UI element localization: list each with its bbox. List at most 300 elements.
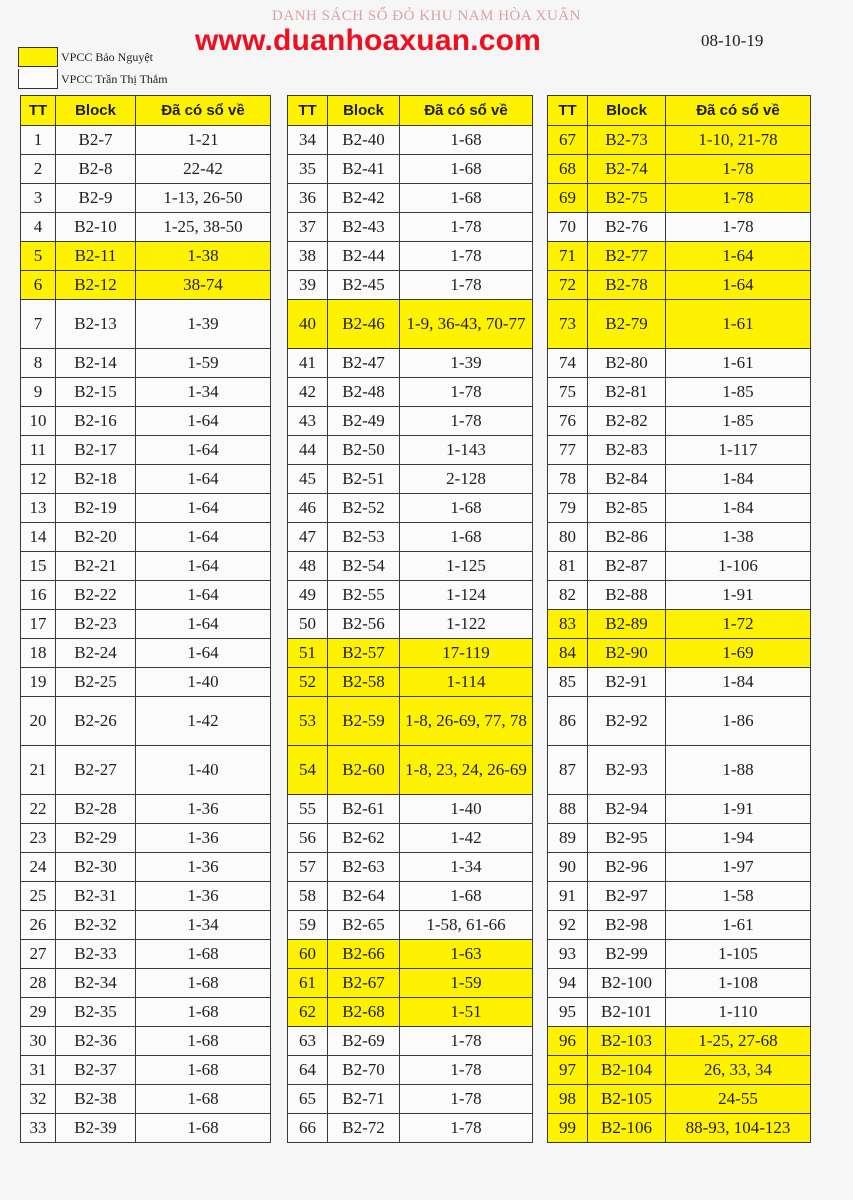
legend-label: VPCC Trần Thị Thắm bbox=[61, 71, 168, 86]
range-cell: 1-78 bbox=[666, 155, 811, 184]
range-cell: 1-91 bbox=[666, 581, 811, 610]
row-number: 61 bbox=[288, 969, 328, 998]
table-row bbox=[548, 697, 811, 746]
table-row bbox=[288, 581, 533, 610]
row-number: 55 bbox=[288, 795, 328, 824]
row-number: 99 bbox=[548, 1114, 588, 1143]
block-code: B2-61 bbox=[328, 795, 400, 824]
range-cell: 1-61 bbox=[666, 911, 811, 940]
block-code: B2-79 bbox=[588, 300, 666, 349]
row-number: 67 bbox=[548, 126, 588, 155]
range-cell: 1-61 bbox=[666, 349, 811, 378]
block-code: B2-58 bbox=[328, 668, 400, 697]
block-code: B2-27 bbox=[56, 746, 136, 795]
block-code: B2-93 bbox=[588, 746, 666, 795]
table-row bbox=[548, 639, 811, 668]
table-row bbox=[21, 668, 271, 697]
block-code: B2-16 bbox=[56, 407, 136, 436]
table-row bbox=[21, 436, 271, 465]
block-code: B2-83 bbox=[588, 436, 666, 465]
legend-label: VPCC Bảo Nguyệt bbox=[61, 49, 154, 64]
range-cell: 1-78 bbox=[400, 242, 533, 271]
range-cell: 1-68 bbox=[400, 523, 533, 552]
row-number: 23 bbox=[21, 824, 56, 853]
block-code: B2-52 bbox=[328, 494, 400, 523]
range-cell: 1-78 bbox=[400, 1114, 533, 1143]
block-code: B2-105 bbox=[588, 1085, 666, 1114]
table-row bbox=[21, 697, 271, 746]
row-number: 71 bbox=[548, 242, 588, 271]
block-table-3 bbox=[547, 95, 811, 1143]
block-code: B2-51 bbox=[328, 465, 400, 494]
row-number: 24 bbox=[21, 853, 56, 882]
range-cell: 1-68 bbox=[400, 184, 533, 213]
range-cell: 1-64 bbox=[666, 242, 811, 271]
row-number: 97 bbox=[548, 1056, 588, 1085]
block-code: B2-103 bbox=[588, 1027, 666, 1056]
row-number: 8 bbox=[21, 349, 56, 378]
block-header: Block bbox=[56, 96, 136, 126]
row-number: 84 bbox=[548, 639, 588, 668]
range-cell: 1-64 bbox=[136, 465, 271, 494]
row-number: 51 bbox=[288, 639, 328, 668]
block-code: B2-84 bbox=[588, 465, 666, 494]
block-code: B2-44 bbox=[328, 242, 400, 271]
block-code: B2-70 bbox=[328, 1056, 400, 1085]
range-cell: 1-40 bbox=[136, 668, 271, 697]
range-cell: 1-68 bbox=[400, 882, 533, 911]
block-header: Block bbox=[328, 96, 400, 126]
range-cell: 1-78 bbox=[400, 378, 533, 407]
table-row bbox=[548, 378, 811, 407]
row-number: 30 bbox=[21, 1027, 56, 1056]
row-number: 75 bbox=[548, 378, 588, 407]
row-number: 62 bbox=[288, 998, 328, 1027]
block-code: B2-89 bbox=[588, 610, 666, 639]
row-number: 45 bbox=[288, 465, 328, 494]
legend-swatch-yellow bbox=[18, 47, 58, 67]
table-row bbox=[21, 126, 271, 155]
range-cell: 1-64 bbox=[136, 494, 271, 523]
range-cell: 1-91 bbox=[666, 795, 811, 824]
block-code: B2-42 bbox=[328, 184, 400, 213]
table-row bbox=[21, 242, 271, 271]
range-cell: 1-84 bbox=[666, 668, 811, 697]
block-code: B2-81 bbox=[588, 378, 666, 407]
row-number: 86 bbox=[548, 697, 588, 746]
row-number: 63 bbox=[288, 1027, 328, 1056]
table-row bbox=[548, 668, 811, 697]
range-cell: 1-68 bbox=[400, 126, 533, 155]
range-cell: 1-114 bbox=[400, 668, 533, 697]
row-number: 17 bbox=[21, 610, 56, 639]
block-code: B2-56 bbox=[328, 610, 400, 639]
range-cell: 1-97 bbox=[666, 853, 811, 882]
table-row bbox=[548, 300, 811, 349]
row-number: 10 bbox=[21, 407, 56, 436]
block-code: B2-68 bbox=[328, 998, 400, 1027]
table-row bbox=[548, 465, 811, 494]
range-cell: 1-105 bbox=[666, 940, 811, 969]
table-row bbox=[21, 581, 271, 610]
table-row bbox=[548, 242, 811, 271]
range-cell: 1-78 bbox=[400, 1056, 533, 1085]
row-number: 59 bbox=[288, 911, 328, 940]
block-code: B2-21 bbox=[56, 552, 136, 581]
block-code: B2-78 bbox=[588, 271, 666, 300]
block-code: B2-99 bbox=[588, 940, 666, 969]
range-cell: 1-39 bbox=[400, 349, 533, 378]
table-row bbox=[548, 1085, 811, 1114]
table-row bbox=[21, 407, 271, 436]
range-cell: 1-34 bbox=[136, 911, 271, 940]
range-cell: 1-34 bbox=[400, 853, 533, 882]
range-cell: 1-40 bbox=[136, 746, 271, 795]
row-number: 81 bbox=[548, 552, 588, 581]
row-number: 36 bbox=[288, 184, 328, 213]
block-code: B2-35 bbox=[56, 998, 136, 1027]
range-cell: 88-93, 104-123 bbox=[666, 1114, 811, 1143]
block-code: B2-88 bbox=[588, 581, 666, 610]
table-row bbox=[21, 184, 271, 213]
row-number: 77 bbox=[548, 436, 588, 465]
row-number: 66 bbox=[288, 1114, 328, 1143]
block-code: B2-15 bbox=[56, 378, 136, 407]
table-row bbox=[548, 824, 811, 853]
table-row bbox=[21, 1056, 271, 1085]
block-code: B2-62 bbox=[328, 824, 400, 853]
range-cell: 1-68 bbox=[136, 1056, 271, 1085]
block-code: B2-94 bbox=[588, 795, 666, 824]
row-number: 46 bbox=[288, 494, 328, 523]
row-number: 21 bbox=[21, 746, 56, 795]
row-number: 91 bbox=[548, 882, 588, 911]
block-code: B2-106 bbox=[588, 1114, 666, 1143]
table-row bbox=[288, 242, 533, 271]
range-cell: 1-78 bbox=[666, 184, 811, 213]
table-row bbox=[21, 523, 271, 552]
block-code: B2-30 bbox=[56, 853, 136, 882]
row-number: 76 bbox=[548, 407, 588, 436]
block-code: B2-95 bbox=[588, 824, 666, 853]
table-header-row bbox=[288, 96, 533, 126]
range-cell: 26, 33, 34 bbox=[666, 1056, 811, 1085]
table-row bbox=[288, 1085, 533, 1114]
table-row bbox=[288, 911, 533, 940]
block-code: B2-63 bbox=[328, 853, 400, 882]
range-cell: 1-38 bbox=[136, 242, 271, 271]
range-cell: 1-68 bbox=[400, 494, 533, 523]
table-row bbox=[548, 998, 811, 1027]
range-cell: 2-128 bbox=[400, 465, 533, 494]
range-cell: 1-58, 61-66 bbox=[400, 911, 533, 940]
table-row bbox=[21, 1085, 271, 1114]
table-row bbox=[21, 998, 271, 1027]
block-code: B2-104 bbox=[588, 1056, 666, 1085]
row-number: 82 bbox=[548, 581, 588, 610]
row-number: 38 bbox=[288, 242, 328, 271]
range-cell: 1-8, 23, 24, 26-69 bbox=[400, 746, 533, 795]
row-number: 69 bbox=[548, 184, 588, 213]
row-number: 93 bbox=[548, 940, 588, 969]
table-row bbox=[288, 853, 533, 882]
range-cell: 1-61 bbox=[666, 300, 811, 349]
block-code: B2-34 bbox=[56, 969, 136, 998]
table-row bbox=[288, 882, 533, 911]
range-cell: 1-143 bbox=[400, 436, 533, 465]
range-cell: 1-117 bbox=[666, 436, 811, 465]
range-cell: 1-36 bbox=[136, 824, 271, 853]
row-number: 31 bbox=[21, 1056, 56, 1085]
block-table-2 bbox=[287, 95, 533, 1143]
block-code: B2-80 bbox=[588, 349, 666, 378]
row-number: 35 bbox=[288, 155, 328, 184]
range-cell: 1-8, 26-69, 77, 78 bbox=[400, 697, 533, 746]
table-row bbox=[21, 911, 271, 940]
table-row bbox=[548, 940, 811, 969]
table-row bbox=[548, 184, 811, 213]
block-code: B2-41 bbox=[328, 155, 400, 184]
block-table-1 bbox=[20, 95, 271, 1143]
table-row bbox=[288, 271, 533, 300]
range-cell: 1-86 bbox=[666, 697, 811, 746]
row-number: 70 bbox=[548, 213, 588, 242]
range-cell: 1-36 bbox=[136, 795, 271, 824]
block-code: B2-19 bbox=[56, 494, 136, 523]
table-row bbox=[548, 523, 811, 552]
legend-item-highlighted bbox=[18, 46, 168, 68]
row-number: 56 bbox=[288, 824, 328, 853]
block-code: B2-69 bbox=[328, 1027, 400, 1056]
range-cell: 24-55 bbox=[666, 1085, 811, 1114]
table-row bbox=[21, 378, 271, 407]
block-code: B2-82 bbox=[588, 407, 666, 436]
block-code: B2-39 bbox=[56, 1114, 136, 1143]
row-number: 60 bbox=[288, 940, 328, 969]
legend-swatch-white bbox=[18, 69, 58, 89]
range-cell: 1-34 bbox=[136, 378, 271, 407]
range-cell: 1-40 bbox=[400, 795, 533, 824]
block-code: B2-71 bbox=[328, 1085, 400, 1114]
table-row bbox=[21, 610, 271, 639]
row-number: 64 bbox=[288, 1056, 328, 1085]
table-row bbox=[21, 155, 271, 184]
range-cell: 1-85 bbox=[666, 378, 811, 407]
range-cell: 1-59 bbox=[136, 349, 271, 378]
range-cell: 1-39 bbox=[136, 300, 271, 349]
row-number: 39 bbox=[288, 271, 328, 300]
range-header: Đã có sổ về bbox=[400, 96, 533, 126]
table-row bbox=[548, 853, 811, 882]
table-row bbox=[288, 378, 533, 407]
table-row bbox=[288, 407, 533, 436]
row-number: 52 bbox=[288, 668, 328, 697]
range-cell: 1-110 bbox=[666, 998, 811, 1027]
row-number: 90 bbox=[548, 853, 588, 882]
row-number: 1 bbox=[21, 126, 56, 155]
row-number: 37 bbox=[288, 213, 328, 242]
table-row bbox=[548, 610, 811, 639]
range-cell: 1-78 bbox=[400, 213, 533, 242]
block-code: B2-55 bbox=[328, 581, 400, 610]
range-cell: 1-78 bbox=[400, 1027, 533, 1056]
row-number: 20 bbox=[21, 697, 56, 746]
range-cell: 1-106 bbox=[666, 552, 811, 581]
range-cell: 1-25, 27-68 bbox=[666, 1027, 811, 1056]
table-header-row bbox=[21, 96, 271, 126]
table-row bbox=[21, 824, 271, 853]
block-code: B2-33 bbox=[56, 940, 136, 969]
row-number: 53 bbox=[288, 697, 328, 746]
table-row bbox=[21, 465, 271, 494]
block-code: B2-23 bbox=[56, 610, 136, 639]
row-number: 7 bbox=[21, 300, 56, 349]
block-code: B2-9 bbox=[56, 184, 136, 213]
row-number: 40 bbox=[288, 300, 328, 349]
row-number: 58 bbox=[288, 882, 328, 911]
block-code: B2-32 bbox=[56, 911, 136, 940]
table-row bbox=[21, 1027, 271, 1056]
block-code: B2-59 bbox=[328, 697, 400, 746]
table-row bbox=[288, 697, 533, 746]
block-code: B2-91 bbox=[588, 668, 666, 697]
block-code: B2-48 bbox=[328, 378, 400, 407]
row-number: 74 bbox=[548, 349, 588, 378]
range-cell: 1-51 bbox=[400, 998, 533, 1027]
table-row bbox=[288, 639, 533, 668]
table-row bbox=[548, 126, 811, 155]
block-code: B2-65 bbox=[328, 911, 400, 940]
row-number: 83 bbox=[548, 610, 588, 639]
range-cell: 1-72 bbox=[666, 610, 811, 639]
range-cell: 1-58 bbox=[666, 882, 811, 911]
table-row bbox=[21, 494, 271, 523]
block-code: B2-37 bbox=[56, 1056, 136, 1085]
range-cell: 1-64 bbox=[666, 271, 811, 300]
range-cell: 38-74 bbox=[136, 271, 271, 300]
table-row bbox=[548, 911, 811, 940]
table-row bbox=[288, 940, 533, 969]
block-code: B2-28 bbox=[56, 795, 136, 824]
range-cell: 1-63 bbox=[400, 940, 533, 969]
range-cell: 1-64 bbox=[136, 552, 271, 581]
block-code: B2-67 bbox=[328, 969, 400, 998]
row-number: 25 bbox=[21, 882, 56, 911]
table-row bbox=[288, 1056, 533, 1085]
block-code: B2-75 bbox=[588, 184, 666, 213]
table-header-row bbox=[548, 96, 811, 126]
block-code: B2-86 bbox=[588, 523, 666, 552]
row-number: 3 bbox=[21, 184, 56, 213]
legend-item-plain bbox=[18, 68, 168, 90]
range-cell: 17-119 bbox=[400, 639, 533, 668]
row-number: 98 bbox=[548, 1085, 588, 1114]
range-cell: 1-88 bbox=[666, 746, 811, 795]
table-row bbox=[288, 126, 533, 155]
block-code: B2-31 bbox=[56, 882, 136, 911]
row-number: 9 bbox=[21, 378, 56, 407]
row-number: 6 bbox=[21, 271, 56, 300]
row-number: 48 bbox=[288, 552, 328, 581]
row-number: 80 bbox=[548, 523, 588, 552]
range-cell: 1-25, 38-50 bbox=[136, 213, 271, 242]
range-cell: 1-68 bbox=[136, 1085, 271, 1114]
block-code: B2-57 bbox=[328, 639, 400, 668]
block-code: B2-25 bbox=[56, 668, 136, 697]
row-number: 95 bbox=[548, 998, 588, 1027]
row-number: 41 bbox=[288, 349, 328, 378]
row-number: 5 bbox=[21, 242, 56, 271]
table-row bbox=[548, 969, 811, 998]
row-number: 65 bbox=[288, 1085, 328, 1114]
block-code: B2-46 bbox=[328, 300, 400, 349]
range-cell: 1-64 bbox=[136, 407, 271, 436]
table-row bbox=[288, 155, 533, 184]
row-number: 78 bbox=[548, 465, 588, 494]
block-code: B2-43 bbox=[328, 213, 400, 242]
block-code: B2-13 bbox=[56, 300, 136, 349]
table-row bbox=[288, 552, 533, 581]
row-number: 12 bbox=[21, 465, 56, 494]
range-cell: 1-42 bbox=[136, 697, 271, 746]
document-date: 08-10-19 bbox=[701, 31, 764, 50]
table-row bbox=[548, 581, 811, 610]
range-cell: 1-124 bbox=[400, 581, 533, 610]
table-row bbox=[548, 552, 811, 581]
range-cell: 1-108 bbox=[666, 969, 811, 998]
block-code: B2-11 bbox=[56, 242, 136, 271]
table-row bbox=[548, 213, 811, 242]
row-number: 68 bbox=[548, 155, 588, 184]
row-number: 49 bbox=[288, 581, 328, 610]
range-cell: 1-42 bbox=[400, 824, 533, 853]
block-code: B2-14 bbox=[56, 349, 136, 378]
range-cell: 1-78 bbox=[666, 213, 811, 242]
tt-header: TT bbox=[288, 96, 328, 126]
row-number: 94 bbox=[548, 969, 588, 998]
block-code: B2-87 bbox=[588, 552, 666, 581]
tt-header: TT bbox=[21, 96, 56, 126]
table-row bbox=[548, 746, 811, 795]
table-row bbox=[548, 349, 811, 378]
table-row bbox=[21, 746, 271, 795]
block-code: B2-76 bbox=[588, 213, 666, 242]
block-code: B2-8 bbox=[56, 155, 136, 184]
table-row bbox=[21, 940, 271, 969]
range-cell: 1-68 bbox=[136, 1027, 271, 1056]
table-row bbox=[288, 213, 533, 242]
range-cell: 1-68 bbox=[400, 155, 533, 184]
range-cell: 1-68 bbox=[136, 940, 271, 969]
table-row bbox=[288, 436, 533, 465]
block-code: B2-26 bbox=[56, 697, 136, 746]
range-cell: 1-94 bbox=[666, 824, 811, 853]
row-number: 57 bbox=[288, 853, 328, 882]
range-cell: 1-125 bbox=[400, 552, 533, 581]
table-row bbox=[21, 349, 271, 378]
table-row bbox=[288, 795, 533, 824]
table-row bbox=[21, 853, 271, 882]
block-code: B2-90 bbox=[588, 639, 666, 668]
table-row bbox=[548, 1114, 811, 1143]
row-number: 88 bbox=[548, 795, 588, 824]
block-code: B2-96 bbox=[588, 853, 666, 882]
row-number: 18 bbox=[21, 639, 56, 668]
block-code: B2-74 bbox=[588, 155, 666, 184]
row-number: 42 bbox=[288, 378, 328, 407]
table-row bbox=[21, 213, 271, 242]
range-cell: 1-84 bbox=[666, 494, 811, 523]
